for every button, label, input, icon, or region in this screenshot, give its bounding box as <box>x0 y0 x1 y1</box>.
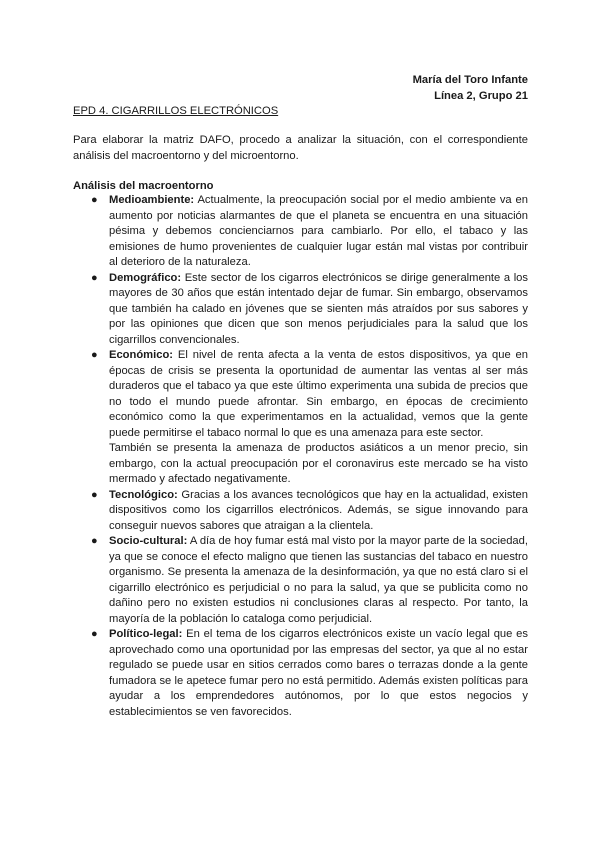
item-text: Este sector de los cigarros electrónicos se dirige generalmente a los mayores de 30 años que están intentado dejar de fumar. Sin embargo, observamos que también ha calado en jóvenes que se sienten más atraídos por sus sabores y por las opiniones que dicen que son menos perjudiciales para la salud que los cigarrillos convencionales. <box>109 271 528 346</box>
item-text: El nivel de renta afecta a la venta de estos dispositivos, ya que en épocas de crisis se presenta la oportunidad de aumentar las ventas al ser más duraderos que el tabaco ya que este último experimenta una subida de precios que no todo el mundo puede afrontar. Sin embargo, en épocas de crecimiento económico como la que experimentamos en la actualidad, vemos que la gente puede permitirse el tabaco normal lo que es una amenaza para este sector. <box>109 349 528 439</box>
intro-paragraph: Para elaborar la matriz DAFO, procedo a analizar la situación, con el correspondiente análisis del macroentorno y del microentorno. <box>73 134 528 162</box>
list-item-politico-legal <box>73 627 528 720</box>
author-group: Línea 2, Grupo 21 <box>434 90 528 102</box>
bullet-icon: ● <box>91 194 98 206</box>
list-item-economico <box>73 348 528 488</box>
document-title: EPD 4. CIGARRILLOS ELECTRÓNICOS <box>73 105 279 117</box>
item-text: En el tema de los cigarros electrónicos existe un vacío legal que es aprovechado como una oportunidad por las empresas del sector, ya que al no estar regulado se puede usar en sitios cerrados como bares o terrazas donde a la gente fumadora se le apetece fumar pero no está permitido. Además existen políticas para ayudar a los emprendedores autónomos, por lo que estos negocios y establecimientos se ven favorecidos. <box>109 628 528 718</box>
bullet-icon: ● <box>91 488 98 501</box>
item-extra-paragraph: También se presenta la amenaza de productos asiáticos a un menor precio, sin embargo, con la actual preocupación por el coronavirus este mercado se ha visto mermado y afectado negativamente. <box>109 442 528 485</box>
list-item-demografico <box>73 271 528 349</box>
item-text: Actualmente, la preocupación social por el medio ambiente va en aumento por noticias alarmantes de que el planeta se encuentra en una situación pésima y debemos concienciarnos para cambiarlo. Por ello, el tabaco y las emisiones de humo provenientes de cualquier lugar están mal vistas por contribuir al deterioro de la naturaleza. <box>109 194 528 268</box>
item-text: Gracias a los avances tecnológicos que hay en la actualidad, existen dispositivos como los cigarrillos electrónicos. Además, se sigue innovando para conseguir nuevos sabores que atraigan a la clientela. <box>109 488 528 532</box>
macroentorno-list <box>73 193 528 720</box>
item-label: Socio-cultural: <box>109 535 188 547</box>
item-label: Económico: <box>109 349 174 361</box>
bullet-icon: ● <box>91 535 98 547</box>
list-item-socio-cultural <box>73 534 528 627</box>
list-item-medioambiente <box>73 193 528 271</box>
bullet-icon: ● <box>91 628 98 640</box>
author-block <box>413 72 528 104</box>
item-label: Político-legal: <box>109 628 183 640</box>
item-text: A día de hoy fumar está mal visto por la mayor parte de la sociedad, ya que se conoce el efecto maligno que tienen las sustancias del tabaco en nuestro organismo. Se presenta la amenaza de la desinformación, ya que no está claro si el cigarrillo electrónico es perjudicial o no para la salud, ya que se publicita como no dañino pero no existen estudios ni conclusiones claras al respecto. Por tanto, la mayoría de la población lo cataloga como perjudicial. <box>109 535 528 625</box>
item-label: Medioambiente: <box>109 194 195 206</box>
section-title: Análisis del macroentorno <box>73 180 214 192</box>
bullet-icon: ● <box>91 271 98 284</box>
item-label: Demográfico: <box>109 271 182 284</box>
list-item-tecnologico <box>73 488 528 535</box>
author-name: María del Toro Infante <box>412 74 528 86</box>
bullet-icon: ● <box>91 349 98 361</box>
item-label: Tecnológico: <box>109 488 178 501</box>
